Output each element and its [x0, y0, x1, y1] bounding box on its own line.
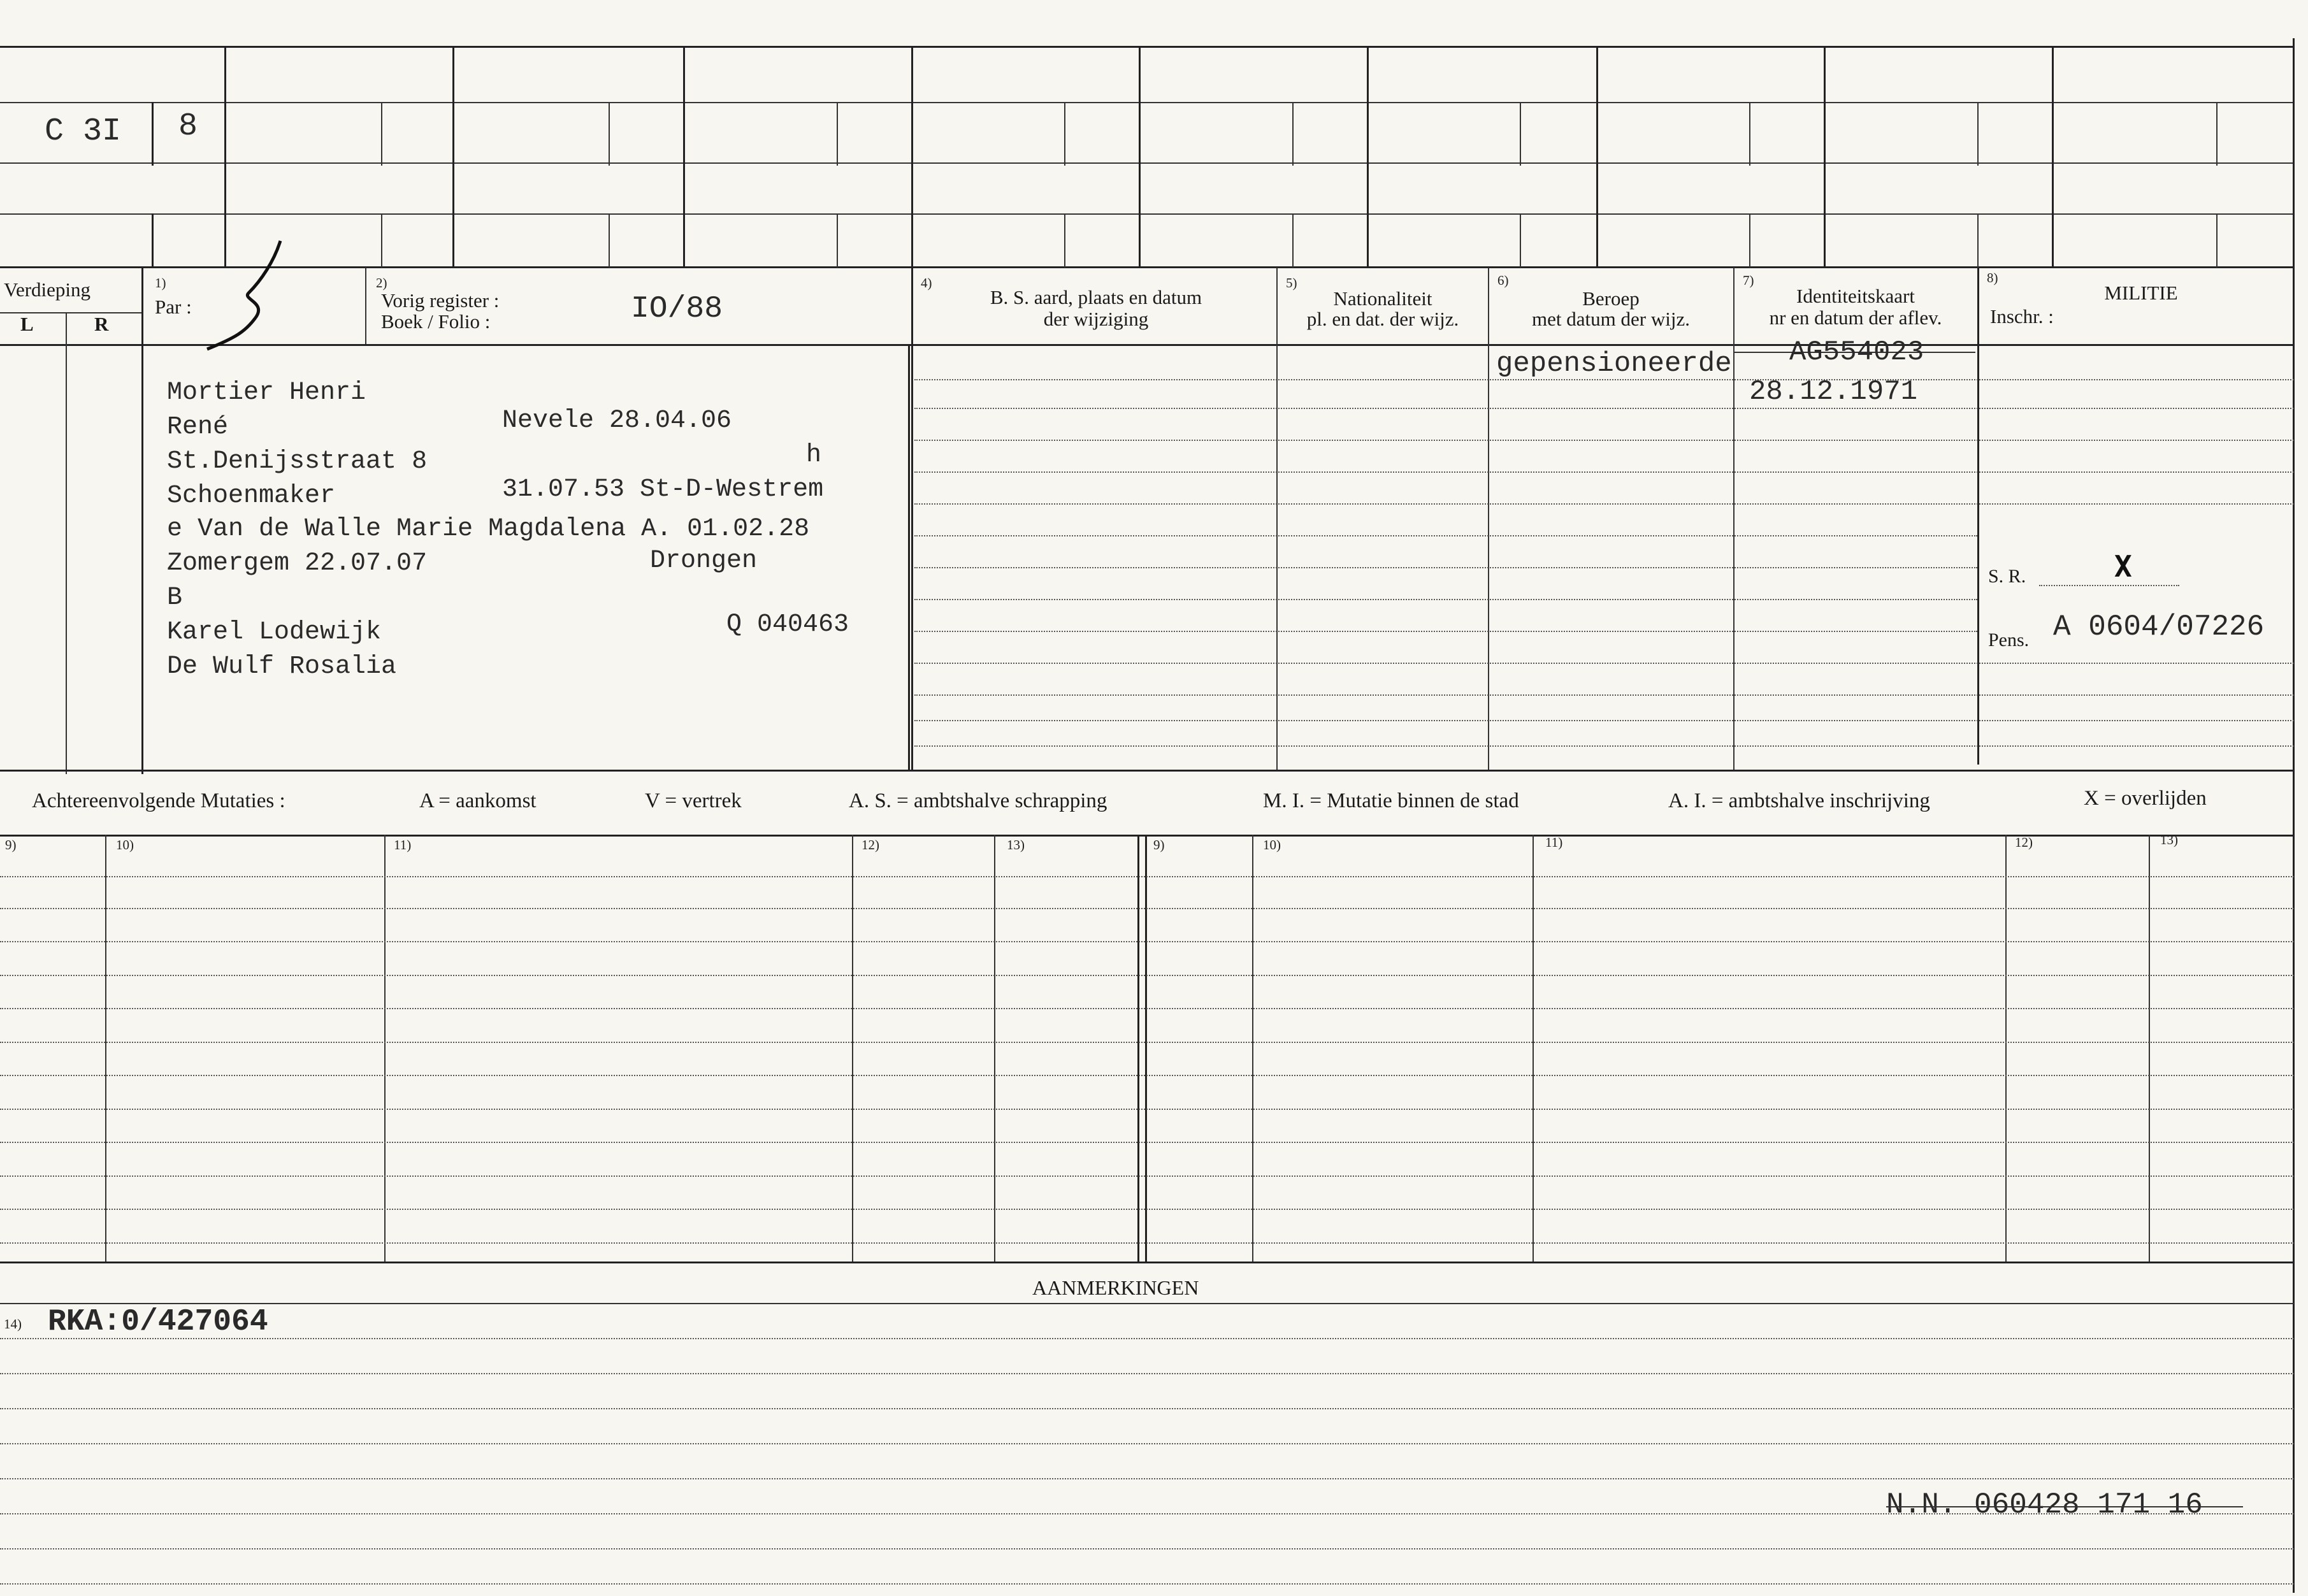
- mutation-col-number: 9): [5, 837, 17, 852]
- digit-value: 8: [178, 108, 198, 145]
- grid-line: [1749, 213, 1750, 268]
- grid-line: [224, 46, 226, 268]
- grid-line: [152, 213, 154, 268]
- grid-line: [1064, 102, 1065, 166]
- verdieping-l: L: [20, 313, 34, 335]
- ruled-line: [0, 1373, 2294, 1374]
- mutation-col-number: 10): [116, 837, 134, 852]
- grid-line: [2216, 102, 2218, 166]
- col1-number: 1): [155, 275, 166, 291]
- ruled-line: [0, 1242, 2294, 1244]
- ruled-line: [914, 663, 2294, 664]
- mutation-col-number: 11): [394, 837, 412, 852]
- grid-line: [1292, 213, 1294, 268]
- grid-line: [994, 835, 995, 1262]
- militie-inschr: Inschr. :: [1990, 305, 2054, 327]
- nn-number: N.N. 060428 171 16: [1886, 1488, 2203, 1521]
- person-line-3: St.Denijsstraat 8: [167, 447, 428, 476]
- h-mark: h: [806, 441, 822, 470]
- place-2: Drongen: [650, 547, 758, 575]
- ruled-line: [914, 503, 2294, 505]
- person-line-9: De Wulf Rosalia: [167, 652, 397, 681]
- person-line-8: Karel Lodewijk: [167, 618, 382, 647]
- grid-line: [0, 266, 2294, 268]
- grid-line: [1137, 835, 1139, 1262]
- grid-line: [1520, 213, 1521, 268]
- grid-line: [452, 46, 454, 268]
- ruled-line: [914, 599, 1977, 600]
- col2-line1: Vorig register :: [381, 289, 500, 312]
- ruled-line: [0, 1408, 2294, 1409]
- ruled-line: [0, 1142, 2294, 1143]
- grid-line: [0, 213, 2294, 215]
- grid-line: [1252, 835, 1253, 1262]
- verdieping-label: Verdieping: [4, 278, 91, 301]
- ruled-line: [914, 408, 2294, 409]
- grid-line: [1977, 102, 1979, 166]
- strike-through: [1886, 1506, 2243, 1507]
- ruled-line: [914, 720, 2294, 721]
- ruled-line: [0, 1478, 2294, 1479]
- grid-line: [0, 1303, 2294, 1304]
- grid-line: [381, 213, 382, 268]
- ruled-line: [0, 1109, 2294, 1110]
- vorig-register-value: IO/88: [631, 292, 723, 326]
- grid-line: [2149, 835, 2150, 1262]
- person-line-2: René: [167, 413, 229, 442]
- grid-line: [1367, 46, 1369, 268]
- remarks-title: AANMERKINGEN: [1032, 1276, 1199, 1299]
- person-line-5: e Van de Walle Marie Magdalena A. 01.02.28: [167, 515, 810, 543]
- sr-value: X: [2114, 549, 2132, 584]
- ruled-line: [0, 1583, 2294, 1585]
- grid-line: [2216, 213, 2218, 268]
- ruled-line: [914, 567, 1977, 568]
- col4-number: 4): [921, 275, 932, 291]
- ruled-line: [914, 631, 1977, 632]
- grid-line: [381, 102, 382, 166]
- grid-line: [152, 102, 154, 166]
- grid-line: [66, 312, 67, 774]
- ruled-line: [0, 975, 2294, 976]
- legend-item: A = aankomst: [419, 789, 537, 812]
- mutation-col-number: 12): [862, 837, 879, 852]
- ruled-line: [914, 471, 2294, 473]
- ruled-line: [914, 440, 2294, 441]
- grid-line: [1596, 46, 1598, 268]
- sr-line: [2039, 585, 2179, 586]
- col5-number: 5): [1286, 275, 1297, 291]
- verdieping-r: R: [94, 313, 109, 335]
- grid-line: [0, 1262, 2294, 1263]
- date-place: 31.07.53 St-D-Westrem: [502, 475, 824, 504]
- id-card-date: 28.12.1971: [1749, 376, 1918, 408]
- militie-title: MILITIE: [2104, 282, 2178, 304]
- ruled-line: [914, 535, 1977, 536]
- col6-line2: met datum der wijz.: [1532, 308, 1690, 330]
- grid-line: [1824, 46, 1826, 268]
- grid-line: [1145, 835, 1147, 1262]
- grid-line: [0, 770, 2294, 772]
- grid-line: [1064, 213, 1065, 268]
- legend-item: A. I. = ambtshalve inschrijving: [1668, 789, 1930, 812]
- col8-number: 8): [1987, 270, 1998, 285]
- legend-title: Achtereenvolgende Mutaties :: [32, 789, 285, 812]
- grid-line: [105, 835, 106, 1262]
- col6-line1: Beroep: [1582, 287, 1640, 310]
- ruled-line: [0, 1338, 2294, 1339]
- ruled-line: [0, 1209, 2294, 1210]
- code-value: C 3I: [45, 113, 122, 150]
- remarks-number: 14): [4, 1316, 22, 1332]
- grid-line: [911, 268, 913, 771]
- grid-line: [365, 268, 366, 344]
- col7-line2: nr en datum der aflev.: [1769, 306, 1942, 329]
- person-line-1: Mortier Henri: [167, 378, 366, 407]
- ruled-line: [0, 908, 2294, 909]
- ruled-line: [0, 1443, 2294, 1444]
- grid-line: [609, 213, 610, 268]
- pens-label: Pens.: [1988, 629, 2030, 651]
- q-number: Q 040463: [726, 610, 849, 639]
- mutation-col-number: 10): [1263, 837, 1281, 852]
- mutation-col-number: 12): [2015, 835, 2033, 850]
- ruled-line: [0, 1175, 2294, 1177]
- person-line-4: Schoenmaker: [167, 482, 336, 510]
- ruled-line: [914, 694, 2294, 696]
- grid-line: [908, 344, 910, 771]
- grid-line: [911, 46, 913, 268]
- grid-line: [837, 102, 838, 166]
- birth-place-date: Nevele 28.04.06: [502, 406, 732, 435]
- grid-line: [2052, 46, 2054, 268]
- grid-line: [2293, 38, 2295, 1593]
- pens-value: A 0604/07226: [2053, 610, 2265, 643]
- col5-line1: Nationaliteit: [1333, 287, 1432, 310]
- ruled-line: [0, 1042, 2294, 1043]
- col1-label: Par :: [155, 296, 192, 318]
- grid-line: [141, 268, 143, 774]
- grid-line: [2005, 835, 2007, 1262]
- beroep-value: gepensioneerde: [1496, 348, 1732, 380]
- ruled-line: [0, 1075, 2294, 1076]
- person-line-7: B: [167, 584, 183, 612]
- grid-line: [837, 213, 838, 268]
- col4-line1: B. S. aard, plaats en datum: [990, 286, 1202, 308]
- mutation-col-number: 13): [2160, 832, 2178, 847]
- grid-line: [384, 835, 386, 1262]
- grid-line: [609, 102, 610, 166]
- ruled-line: [914, 745, 2294, 747]
- handwritten-mark: [204, 236, 287, 357]
- grid-line: [0, 835, 2294, 837]
- grid-line: [683, 46, 685, 268]
- col2-number: 2): [376, 275, 387, 291]
- ruled-line: [0, 941, 2294, 942]
- person-line-6: Zomergem 22.07.07: [167, 549, 428, 578]
- mutation-col-number: 9): [1153, 837, 1165, 852]
- grid-line: [0, 102, 2294, 103]
- col6-number: 6): [1497, 273, 1509, 288]
- col7-number: 7): [1743, 273, 1754, 288]
- legend-item: M. I. = Mutatie binnen de stad: [1263, 789, 1519, 812]
- id-card-number: AG554023: [1789, 336, 1924, 368]
- grid-line: [1749, 102, 1750, 166]
- col2-line2: Boek / Folio :: [381, 310, 491, 333]
- grid-line: [1977, 268, 1979, 765]
- grid-line: [1292, 102, 1294, 166]
- rka-value: RKA:0/427064: [48, 1305, 268, 1339]
- grid-line: [852, 835, 853, 1262]
- legend-item: V = vertrek: [645, 789, 742, 812]
- legend-item: X = overlijden: [2084, 787, 2207, 810]
- col5-line2: pl. en dat. der wijz.: [1306, 308, 1459, 330]
- grid-line: [1520, 102, 1521, 166]
- sr-label: S. R.: [1988, 566, 2026, 587]
- ruled-line: [0, 876, 2294, 877]
- ruled-line: [0, 1008, 2294, 1009]
- grid-line: [0, 162, 2294, 164]
- mutation-col-number: 11): [1545, 835, 1563, 850]
- grid-line: [0, 344, 2294, 346]
- col4-line2: der wijziging: [1043, 308, 1149, 330]
- grid-line: [1977, 213, 1979, 268]
- grid-line: [0, 46, 2294, 48]
- legend-item: A. S. = ambtshalve schrapping: [849, 789, 1107, 812]
- col7-line1: Identiteitskaart: [1796, 285, 1915, 307]
- mutation-col-number: 13): [1007, 837, 1025, 852]
- ruled-line: [0, 1548, 2294, 1549]
- grid-line: [1139, 46, 1141, 268]
- grid-line: [1533, 835, 1534, 1262]
